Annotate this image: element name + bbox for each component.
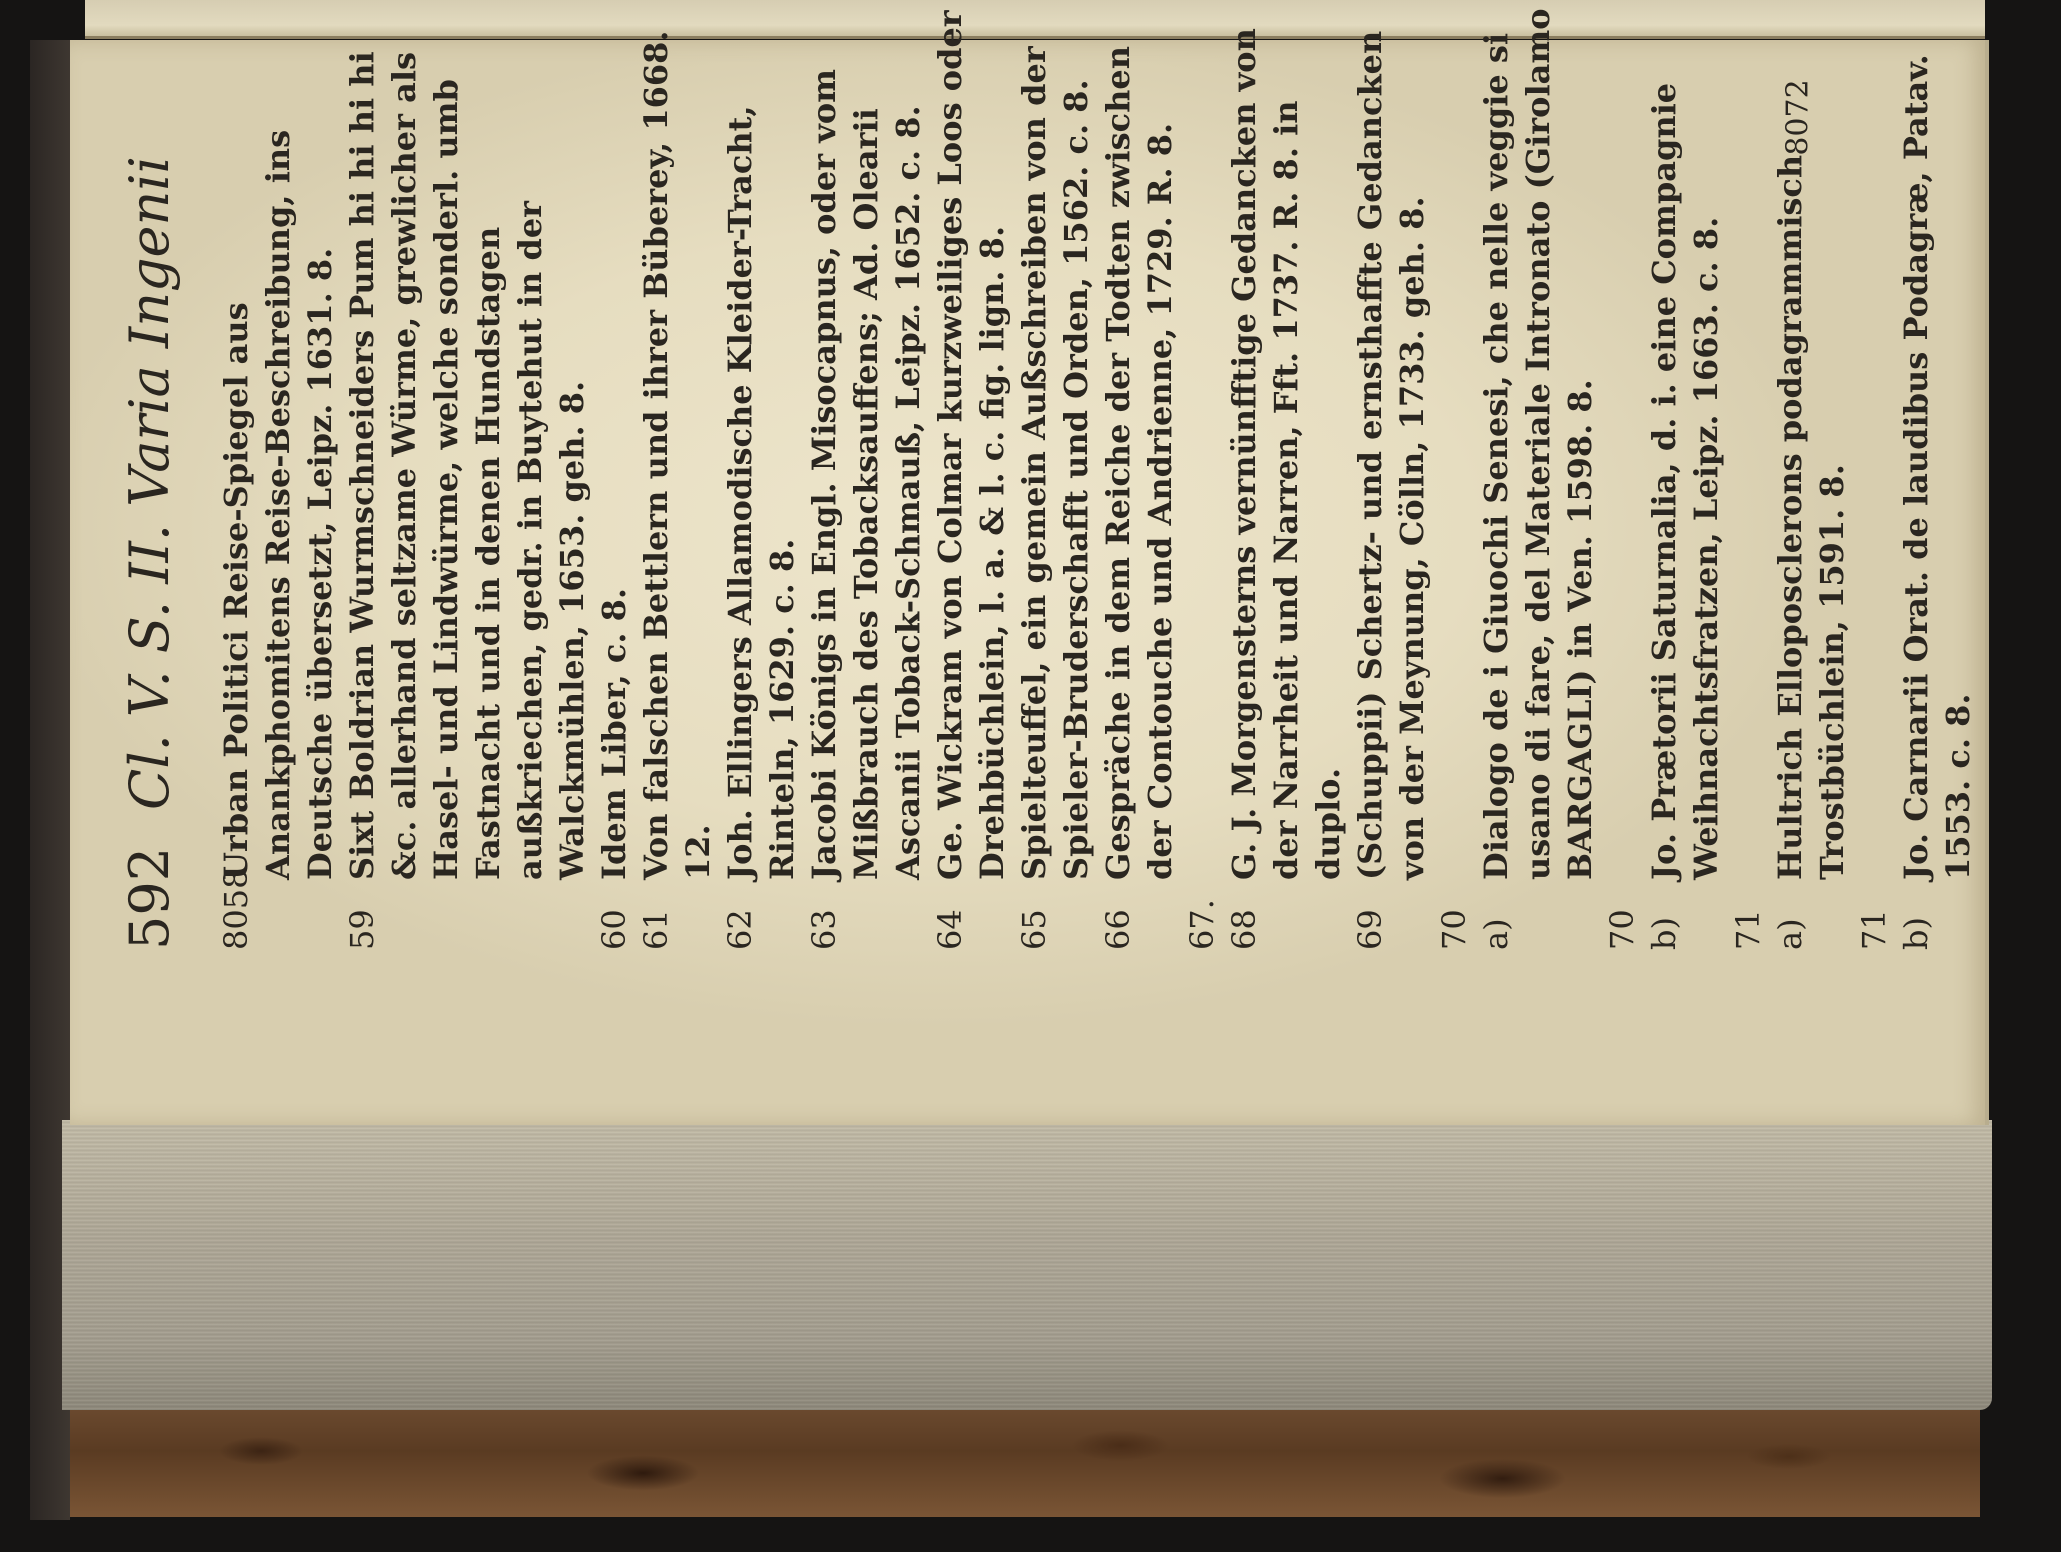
catalog-entries	[215, 0, 1979, 950]
entry-number: 70 b)	[1603, 909, 1683, 950]
entry-text: Jacobi Königs in Engl. Misocapnus, oder vom Mißbrauch des Tobacksauffens; Ad. Olearii Ascanii Toback-Schmauß, Leipz. 1652. c. 8.	[805, 68, 927, 880]
catalog-entry	[1601, 0, 1727, 950]
entry-text: Hultrich Elloposclerons podagrammisch Trostbüchlein, 1591. 8.	[1771, 154, 1851, 880]
catchword: 8072	[1780, 79, 1816, 156]
catalog-entry	[593, 0, 635, 950]
running-head	[120, 50, 180, 950]
entry-text: Joh. Ellingers Allamodische Kleider-Tracht, Rinteln, 1629. c. 8.	[721, 105, 801, 880]
entry-number: 62	[721, 909, 759, 950]
entry-number: 64	[931, 909, 969, 950]
entry-text: Ge. Wickram von Colmar kurzweiliges Loos oder Drehbüchlein, l. a. & l. c. fig. lign. 8.	[931, 10, 1011, 880]
entry-number: 63	[805, 909, 843, 950]
catalog-entry	[215, 0, 341, 950]
catalog-entry	[635, 0, 719, 950]
catalog-entry	[1181, 0, 1349, 950]
entry-number: 71 b)	[1855, 909, 1935, 950]
catalog-entry	[1097, 0, 1181, 950]
entry-number: 69	[1351, 909, 1389, 950]
entry-text: Dialogo de i Giuochi Senesi, che nelle veggie si usano di fare, del Materiale Intronato (Girolamo BARGAGLI) in Ven. 1598. 8.	[1477, 8, 1599, 880]
entry-text: Gespräche in dem Reiche der Todten zwischen der Contouche und Andrienne, 1729. R. 8.	[1099, 46, 1179, 880]
entry-text: Idem Liber, c. 8.	[595, 587, 633, 880]
catalog-entry	[1349, 0, 1433, 950]
entry-text: (Schuppii) Schertz- und ernsthaffte Gedancken von der Meynung, Cölln, 1733. geh. 8.	[1351, 30, 1431, 880]
entry-number: 60	[595, 909, 633, 950]
catalog-entry	[1013, 0, 1097, 950]
entry-text: Jo. Prætorii Saturnalia, d. i. eine Compagnie Weihnachtsfratzen, Leipz. 1663. c. 8.	[1645, 82, 1725, 880]
entry-number: 66	[1099, 909, 1137, 950]
catalog-entry	[1853, 0, 1979, 950]
page-text-block	[118, 0, 1977, 950]
entry-text: Von falschen Bettlern und ihrer Büberey, 1668. 12.	[637, 30, 717, 880]
catalog-entry	[341, 0, 593, 950]
leather-spine	[70, 1405, 1980, 1517]
entry-number: 8058	[217, 868, 255, 950]
catalog-entry	[719, 0, 803, 950]
catalog-entry	[929, 0, 1013, 950]
entry-number: 67. 68	[1183, 899, 1263, 950]
catalog-entry	[1433, 0, 1601, 950]
catalog-entry	[803, 0, 929, 950]
entry-text: Urban Politici Reise-Spiegel aus Anankphomitens Reise-Beschreibung, ins Deutsche übersetzt, Leipz. 1631. 8.	[217, 129, 339, 880]
entry-number: 61	[637, 909, 675, 950]
entry-text: Spielteuffel, ein gemein Außschreiben von der Spieler-Bruderschafft und Orden, 1562. c. 8.	[1015, 46, 1095, 880]
page-number: 592	[118, 846, 181, 950]
entry-text: Sixt Boldrian Wurmschneiders Pum hi hi hi hi &c. allerhand seltzame Würme, grewlicher als Hasel- und Lindwürme, welche sonderl. umb Fastnacht und in denen Hundstagen außkriechen, gedr. in Buytehut in der Walckmühlen, 1653. geh. 8.	[343, 51, 591, 880]
entry-text: G. J. Morgensterns vernünfftige Gedancken von der Narrheit und Narren, Fft. 1737. R. 8. in duplo.	[1225, 28, 1347, 880]
entry-number: 71 a)	[1729, 909, 1809, 950]
page-block-edges	[62, 1120, 1992, 1410]
entry-text: Jo. Carnarii Orat. de laudibus Podagræ, Patav. 1553. c. 8.	[1897, 54, 1977, 880]
entry-number: 65	[1015, 909, 1053, 950]
section-title: Cl. V. S. II. Varia Ingenii	[118, 156, 181, 810]
entry-number: 59	[343, 909, 381, 950]
entry-number: 70 a)	[1435, 909, 1515, 950]
